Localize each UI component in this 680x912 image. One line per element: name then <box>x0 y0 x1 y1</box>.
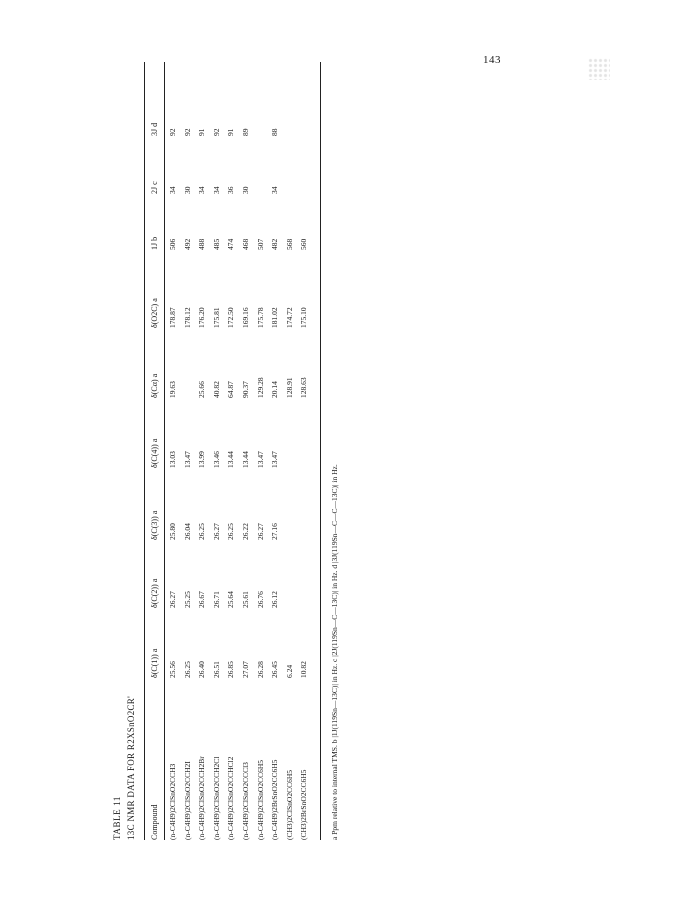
value-cell: 26.22 <box>241 523 250 540</box>
value-cell: 25.61 <box>241 591 250 608</box>
compound-cell: (n-C4H9)2ClSnO2CCH2Cl <box>211 756 221 840</box>
value-cell: 13.47 <box>270 451 280 468</box>
value-cell: 25.25 <box>182 591 192 608</box>
value-cell: 26.12 <box>270 591 280 608</box>
column-header-8: 2J c <box>150 181 159 194</box>
value-cell: 91 <box>226 128 236 136</box>
table-label: TABLE 11 <box>112 796 122 840</box>
value-cell: 88 <box>270 128 280 136</box>
value-cell: 36 <box>226 186 236 194</box>
table-title: 13C NMR DATA FOR R2XSnO2CR' <box>126 695 136 840</box>
value-cell: 30 <box>182 186 192 194</box>
column-header-9: 3J d <box>150 122 159 136</box>
value-cell: 26.25 <box>182 661 192 678</box>
value-cell: 26.40 <box>197 661 207 678</box>
value-cell: 20.14 <box>270 381 280 398</box>
header-rule <box>164 62 165 840</box>
value-cell: 482 <box>270 238 280 250</box>
compound-cell: (n-C4H9)2ClSnO2CCCl3 <box>241 762 250 840</box>
top-rule <box>144 62 145 840</box>
bottom-rule <box>320 62 321 840</box>
scan-speck <box>588 58 610 80</box>
value-cell: 13.44 <box>226 451 236 468</box>
value-cell: 175.10 <box>299 307 309 328</box>
column-header-5: δ(Cα) a <box>150 373 159 398</box>
value-cell: 485 <box>211 238 221 250</box>
value-cell: 64.87 <box>226 381 236 398</box>
compound-cell: (CH3)2BrSnO2CC6H5 <box>299 769 309 840</box>
value-cell: 6.24 <box>284 664 294 678</box>
value-cell: 13.46 <box>211 451 221 468</box>
value-cell: 128.91 <box>284 377 294 398</box>
value-cell: 25.66 <box>197 381 207 398</box>
value-cell: 507 <box>255 238 265 250</box>
value-cell: 91 <box>197 128 207 136</box>
value-cell: 468 <box>241 238 250 250</box>
column-header-3: δ(C(3)) a <box>150 510 159 540</box>
value-cell: 26.51 <box>211 661 221 678</box>
compound-cell: (CH3)2ClSnO2CC6H5 <box>284 769 294 840</box>
value-cell: 13.47 <box>182 451 192 468</box>
value-cell: 40.82 <box>211 381 221 398</box>
value-cell: 175.81 <box>211 307 221 328</box>
compound-cell: (n-C4H9)2ClSnO2CC6H5 <box>255 759 265 840</box>
value-cell: 34 <box>211 186 221 194</box>
value-cell: 129.28 <box>255 377 265 398</box>
table-row <box>168 62 179 840</box>
value-cell: 474 <box>226 238 236 250</box>
value-cell: 10.82 <box>299 661 309 678</box>
compound-cell: (n-C4H9)2ClSnO2CCH3 <box>168 763 177 840</box>
value-cell: 92 <box>168 128 177 136</box>
column-header-7: 1J b <box>150 236 159 250</box>
value-cell: 13.03 <box>168 451 177 468</box>
value-cell: 488 <box>197 238 207 250</box>
compound-cell: (n-C4H9)2ClSnO2CCH2Br <box>197 756 207 840</box>
column-header-6: δ(O2C) a <box>150 298 159 328</box>
value-cell: 26.67 <box>197 591 207 608</box>
value-cell: 172.50 <box>226 307 236 328</box>
value-cell: 506 <box>168 238 177 250</box>
value-cell: 92 <box>211 128 221 136</box>
compound-cell: (n-C4H9)2ClSnO2CCHCl2 <box>226 756 236 840</box>
table-row <box>226 62 237 840</box>
value-cell: 26.45 <box>270 661 280 678</box>
table-row <box>241 62 252 840</box>
value-cell: 92 <box>182 128 192 136</box>
column-header-4: δ(C(4)) a <box>150 438 159 468</box>
value-cell: 26.28 <box>255 661 265 678</box>
table-row <box>197 62 208 840</box>
value-cell: 26.27 <box>255 523 265 540</box>
value-cell: 128.63 <box>299 377 309 398</box>
value-cell: 26.27 <box>211 523 221 540</box>
value-cell: 90.37 <box>241 381 250 398</box>
value-cell: 19.63 <box>168 381 177 398</box>
value-cell: 13.99 <box>197 451 207 468</box>
value-cell: 176.20 <box>197 307 207 328</box>
column-header-2: δ(C(2)) a <box>150 578 159 608</box>
value-cell: 34 <box>168 186 177 194</box>
value-cell: 174.72 <box>284 307 294 328</box>
value-cell: 178.87 <box>168 307 177 328</box>
value-cell: 568 <box>284 238 294 250</box>
value-cell: 175.78 <box>255 307 265 328</box>
value-cell: 25.80 <box>168 523 177 540</box>
column-header-0: Compound <box>150 804 159 840</box>
value-cell: 13.44 <box>241 451 250 468</box>
table-row <box>183 62 194 840</box>
rotated-table <box>112 52 362 840</box>
value-cell: 13.47 <box>255 451 265 468</box>
column-header-1: δ(C(1)) a <box>150 648 159 678</box>
table-row <box>270 62 281 840</box>
value-cell: 26.25 <box>197 523 207 540</box>
value-cell: 25.64 <box>226 591 236 608</box>
table-footnote: a Ppm relative to internal TMS. b |1J(119Sn—13C)| in Hz. c |2J(119Sn—C—13C)| in Hz. d |3J(119Sn—C—C—13C)| in Hz. <box>330 464 339 840</box>
value-cell: 169.16 <box>241 307 250 328</box>
value-cell: 492 <box>182 238 192 250</box>
value-cell: 181.02 <box>270 307 280 328</box>
value-cell: 26.85 <box>226 661 236 678</box>
value-cell: 560 <box>299 238 309 250</box>
compound-cell: (n-C4H9)2ClSnO2CCH2I <box>182 761 192 840</box>
value-cell: 178.12 <box>182 307 192 328</box>
value-cell: 34 <box>270 186 280 194</box>
value-cell: 89 <box>241 128 250 136</box>
value-cell: 26.25 <box>226 523 236 540</box>
value-cell: 26.71 <box>211 591 221 608</box>
value-cell: 27.16 <box>270 523 280 540</box>
value-cell: 26.27 <box>168 591 177 608</box>
page-number: 143 <box>483 54 501 66</box>
value-cell: 27.07 <box>241 661 250 678</box>
table-row <box>285 62 296 840</box>
value-cell: 25.56 <box>168 661 177 678</box>
value-cell: 26.04 <box>182 523 192 540</box>
table-row <box>299 62 310 840</box>
value-cell: 26.76 <box>255 591 265 608</box>
table-row <box>256 62 267 840</box>
table-row <box>212 62 223 840</box>
value-cell: 30 <box>241 186 250 194</box>
value-cell: 34 <box>197 186 207 194</box>
compound-cell: (n-C4H9)2BrSnO2CC6H5 <box>270 759 280 840</box>
